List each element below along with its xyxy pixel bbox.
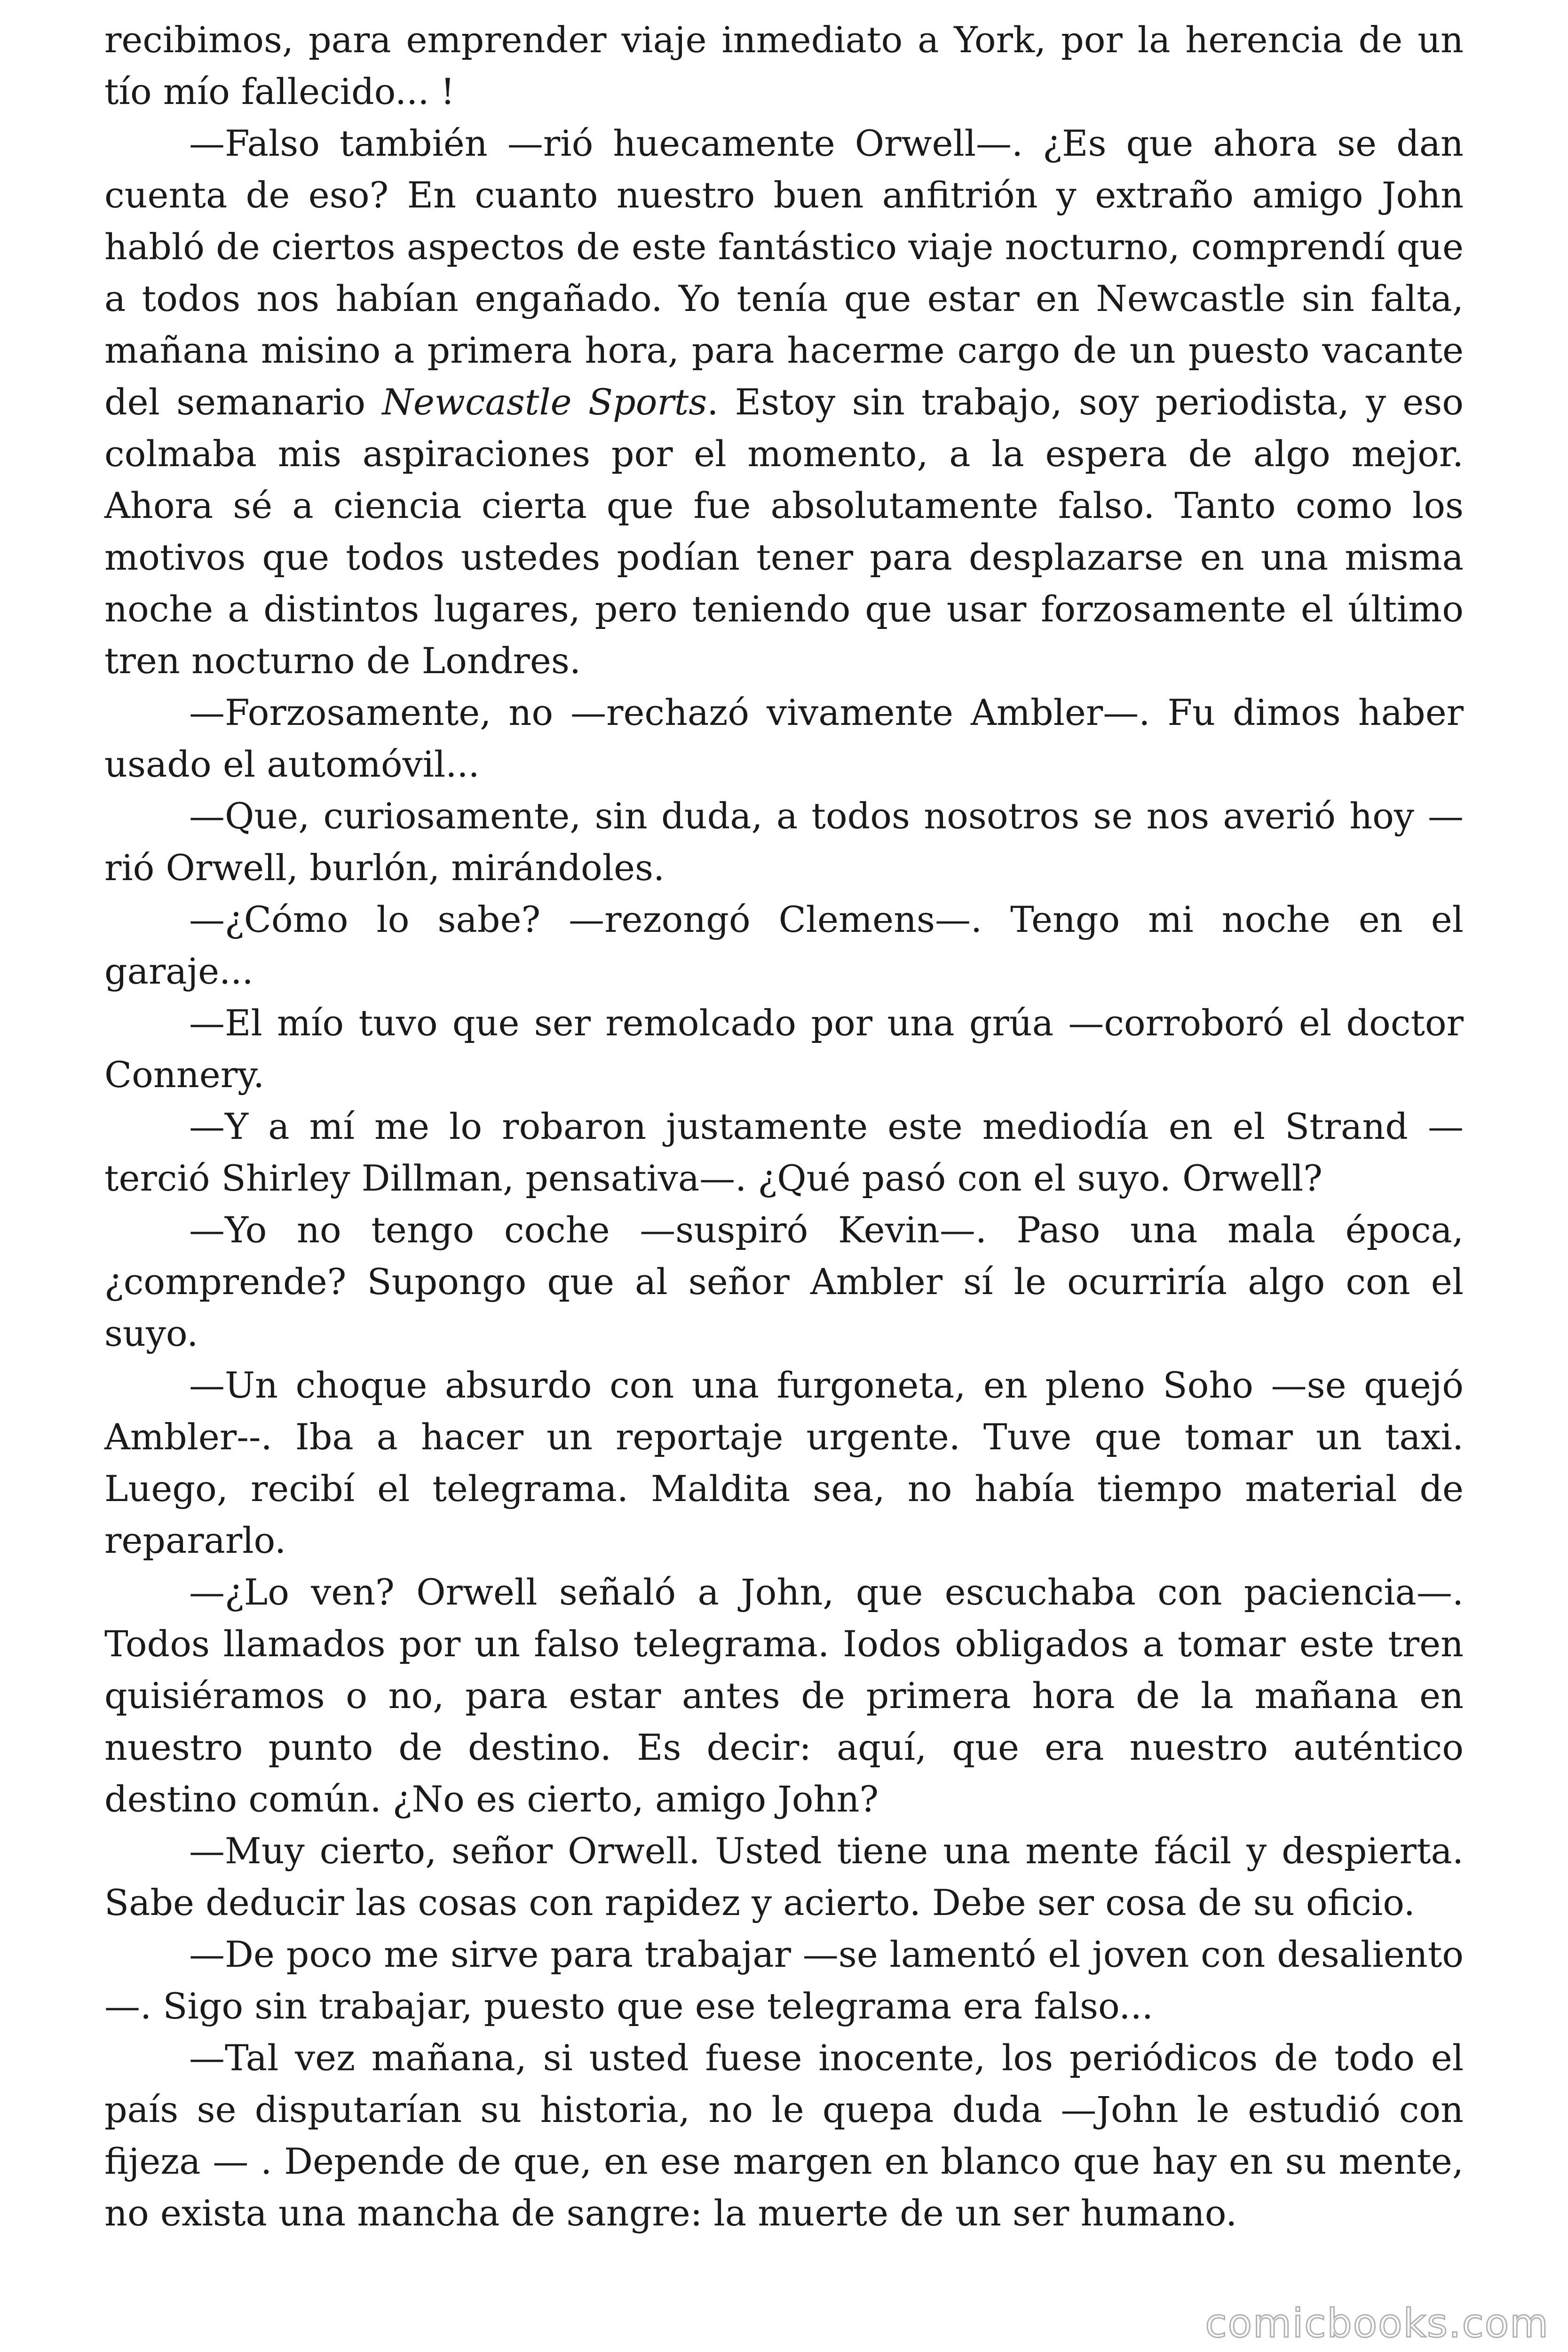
paragraph-2-tail: . Estoy sin trabajo, soy periodista, y eso colmaba mis aspiraciones por el momento, a la espera de algo mejor. Ahora sé a ciencia cierta que fue absolutamente falso. Tanto como los motivos que todos ustedes podían tener para desplazarse en una misma noche a distintos lugares, pero teniendo que usar forzosamente el último tren nocturno de Londres. (104, 381, 1464, 682)
paragraph-2 (104, 118, 1464, 687)
paragraph-8: —Yo no tengo coche —suspiró Kevin—. Paso una mala época, ¿comprende? Supongo que al señor Ambler sí le ocurriría algo con el suyo. (104, 1209, 1464, 1354)
paragraph-13: —Tal vez mañana, si usted fuese inocente, los periódicos de todo el país se disputarían su historia, no le quepa duda —John le estudió con fijeza — . Depende de que, en ese margen en blanco que hay en su mente, no exista una mancha de sangre: la muerte de un ser humano. (104, 2037, 1464, 2234)
paragraph-11: —Muy cierto, señor Orwell. Usted tiene una mente fácil y despierta. Sabe deducir las cosas con rapidez y acierto. Debe ser cosa de su oficio. (104, 1830, 1464, 1923)
paragraph-2-text: —Falso también —rió huecamente Orwell—. ¿Es que ahora se dan cuenta de eso? En cuanto nuestro buen anfitrión y extraño amigo John habló de ciertos aspectos de este fantástico viaje nocturno, comprendí que a todos nos habían engañado. Yo tenía que estar en Newcastle sin falta, mañana misino a primera hora, para hacerme cargo de un puesto vacante del semanario (104, 122, 1464, 423)
paragraph-9: —Un choque absurdo con una furgoneta, en pleno Soho —se quejó Ambler--. Iba a hacer un reportaje urgente. Tuve que tomar un taxi. Luego, recibí el telegrama. Maldita sea, no había tiempo material de repararlo. (104, 1364, 1464, 1561)
book-page (104, 14, 1464, 2239)
paragraph-4: —Que, curiosamente, sin duda, a todos nosotros se nos averió hoy —rió Orwell, burlón, mirándoles. (104, 795, 1464, 889)
paragraph-3: —Forzosamente, no —rechazó vivamente Ambler—. Fu dimos haber usado el automóvil... (104, 691, 1464, 785)
paragraph-12: —De poco me sirve para trabajar —se lamentó el joven con desaliento—. Sigo sin trabajar, puesto que ese telegrama era falso... (104, 1933, 1464, 2027)
watermark: comicbooks.com (1205, 2300, 1549, 2346)
paragraph-10: —¿Lo ven? Orwell señaló a John, que escuchaba con paciencia—. Todos llamados por un falso telegrama. Iodos obligados a tomar este tren quisiéramos o no, para estar antes de primera hora de la mañana en nuestro punto de destino. Es decir: aquí, que era nuestro auténtico destino común. ¿No es cierto, amigo John? (104, 1571, 1464, 1820)
paragraph-7: —Y a mí me lo robaron justamente este mediodía en el Strand —terció Shirley Dillman, pensativa—. ¿Qué pasó con el suyo. Orwell? (104, 1105, 1464, 1199)
paragraph-5: —¿Cómo lo sabe? —rezongó Clemens—. Tengo mi noche en el garaje... (104, 898, 1464, 992)
newspaper-title: Newcastle Sports (382, 381, 707, 423)
paragraph-6: —El mío tuvo que ser remolcado por una grúa —corroboró el doctor Connery. (104, 1002, 1464, 1096)
paragraph-1: recibimos, para emprender viaje inmediato a York, por la herencia de un tío mío fallecido... ! (104, 19, 1464, 112)
